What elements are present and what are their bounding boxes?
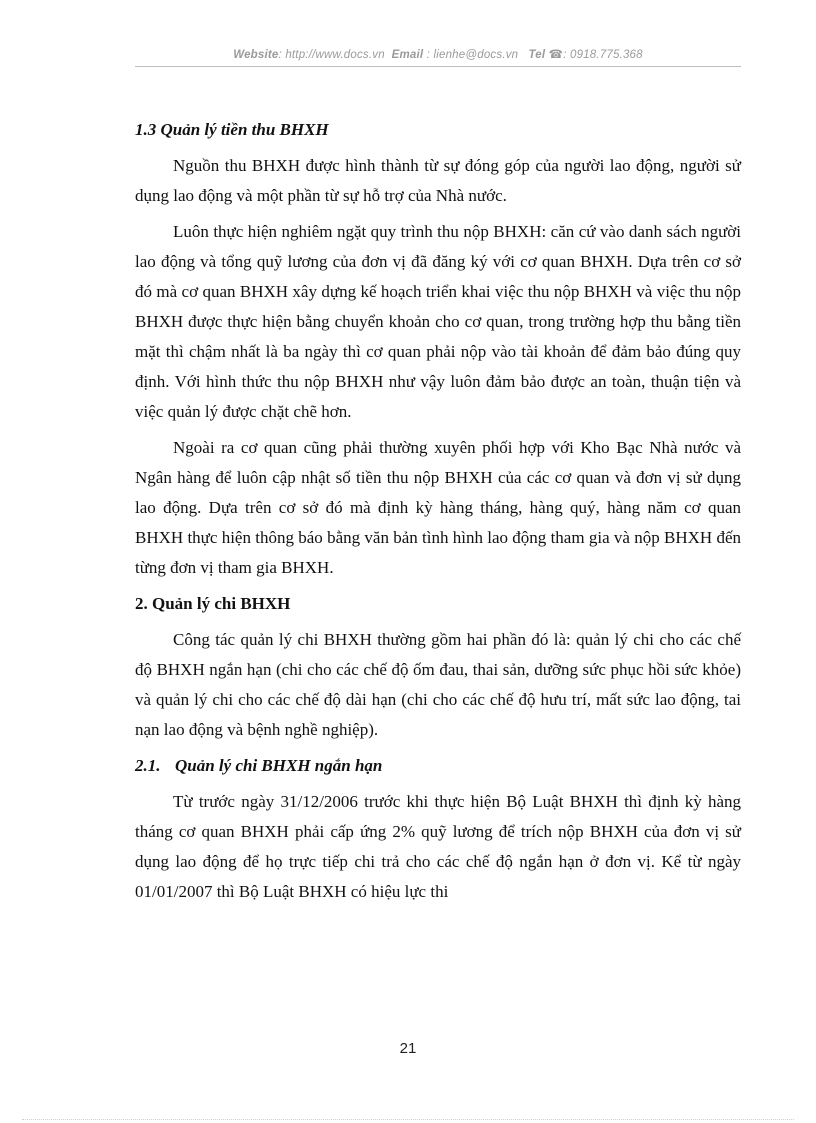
page-header	[135, 47, 741, 61]
section-title: Quản lý chi BHXH ngắn hạn	[175, 756, 383, 775]
email-label: Email	[391, 49, 424, 61]
document-body	[135, 112, 741, 913]
paragraph: Ngoài ra cơ quan cũng phải thường xuyên phối hợp với Kho Bạc Nhà nước và Ngân hàng để luôn cập nhật số tiền thu nộp BHXH của các cơ quan và đơn vị sử dụng lao động. Dựa trên cơ sở đó mà định kỳ hàng tháng, hàng quý, hàng năm cơ quan BHXH thực hiện thông báo bằng văn bản tình hình lao động tham gia và nộp BHXH đến từng đơn vị tham gia BHXH.	[135, 438, 741, 577]
section-heading-2: 2. Quản lý chi BHXH	[135, 594, 291, 613]
paragraph: Công tác quản lý chi BHXH thường gồm hai phần đó là: quản lý chi cho các chế độ BHXH ngắn hạn (chi cho các chế độ ốm đau, thai sản, dưỡng sức phục hồi sức khỏe) và quản lý chi cho các chế độ dài hạn (chi cho các chế độ hưu trí, mất sức lao động, tai nạn lao động và bệnh nghề nghiệp).	[135, 630, 741, 739]
website-value: : http://www.docs.vn	[278, 49, 385, 61]
paragraph: Luôn thực hiện nghiêm ngặt quy trình thu nộp BHXH: căn cứ vào danh sách người lao động và tổng quỹ lương của đơn vị đã đăng ký với cơ quan BHXH. Dựa trên cơ sở đó mà cơ quan BHXH xây dựng kế hoạch triển khai việc thu nộp BHXH và việc thu nộp BHXH được thực hiện bằng chuyển khoản cho cơ quan, trong trường hợp thu bằng tiền mặt thì chậm nhất là ba ngày thì cơ quan phải nộp vào tài khoản để đảm bảo đúng quy định. Với hình thức thu nộp BHXH như vậy luôn đảm bảo được an toàn, thuận tiện và việc quản lý được chặt chẽ hơn.	[135, 222, 741, 421]
paragraph: Từ trước ngày 31/12/2006 trước khi thực hiện Bộ Luật BHXH thì định kỳ hàng tháng cơ quan BHXH phải cấp ứng 2% quỹ lương để trích nộp BHXH của đơn vị sử dụng lao động để họ trực tiếp chi trả cho các chế độ ngắn hạn ở đơn vị. Kể từ ngày 01/01/2007 thì Bộ Luật BHXH có hiệu lực thi	[135, 792, 741, 901]
header-divider	[135, 66, 741, 67]
section-number: 2.1.	[135, 756, 161, 775]
phone-icon: ☎	[548, 49, 564, 61]
paragraph: Nguồn thu BHXH được hình thành từ sự đóng góp của người lao động, người sử dụng lao động và một phần từ sự hỗ trợ của Nhà nước.	[135, 156, 741, 205]
section-heading-1-3: 1.3 Quản lý tiền thu BHXH	[135, 120, 329, 139]
footer-divider	[22, 1119, 794, 1120]
tel-value: : 0918.775.368	[563, 49, 643, 61]
section-heading-2-1	[135, 751, 741, 781]
email-value: : lienhe@docs.vn	[423, 49, 519, 61]
tel-label: Tel	[528, 49, 546, 61]
page-number: 21	[399, 1040, 417, 1057]
website-label: Website	[233, 49, 279, 61]
